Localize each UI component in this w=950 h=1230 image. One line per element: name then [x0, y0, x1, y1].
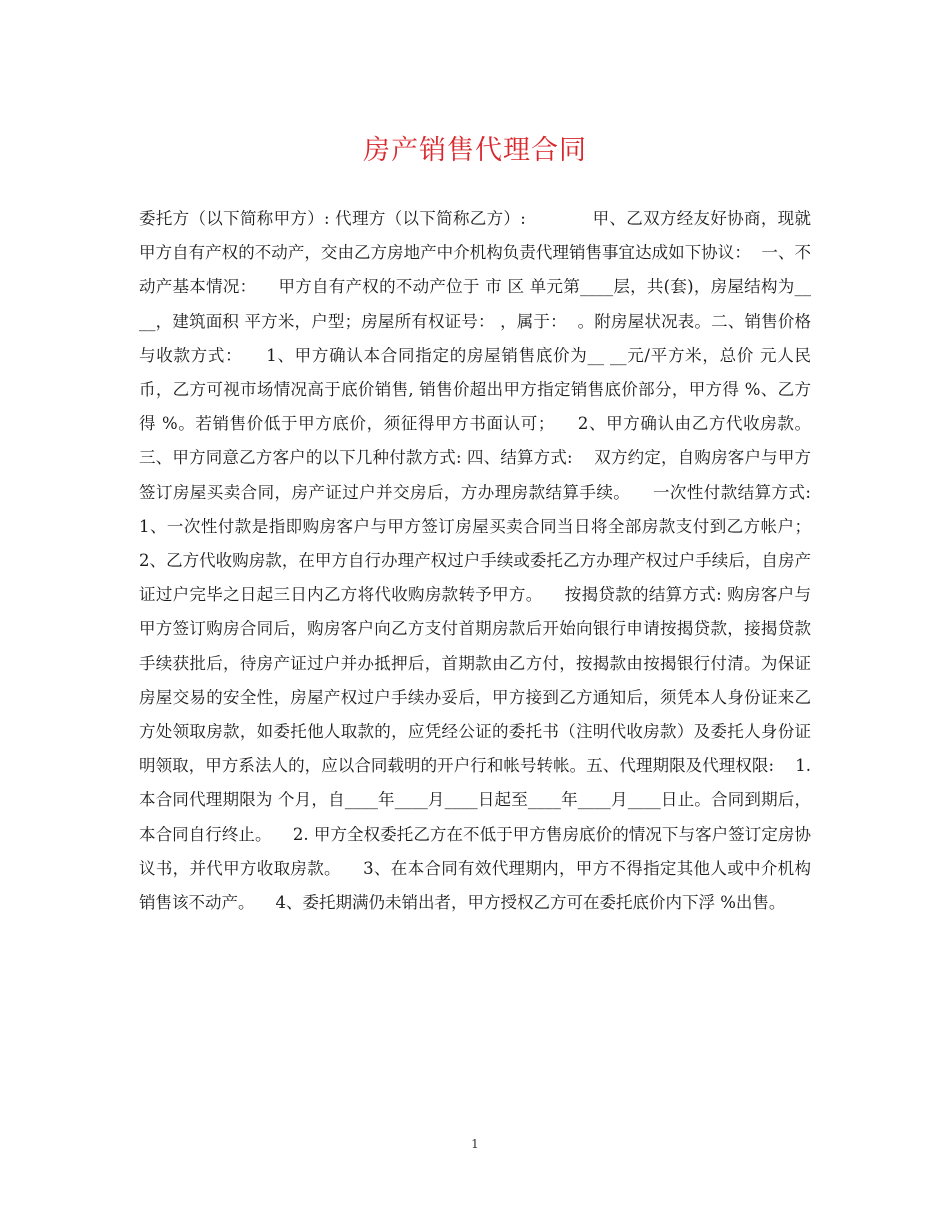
document-title: 房产销售代理合同	[363, 135, 587, 166]
contract-body: 委托方（以下简称甲方）: 代理方（以下简称乙方）: 甲、乙双方经友好协商，现就甲方自有产权的不动产，交由乙方房地产中介机构负责代理销售事宜达成如下协议： 一、不动产基本情况： 甲方自有产权的不动产位于 市 区 单元第____层，共(套)，房屋结构为__ __，建筑面积 平方米，户型；房屋所有权证号： ，属于： 。附房屋状况表。二、销售价格与收款方式： 1、甲方确认本合同指定的房屋销售底价为__ __元/平方米，总价 元人民币，乙方可视市场情况高于底价销售, 销售价超出甲方指定销售底价部分，甲方得 %、乙方得 %。若销售价低于甲方底价，须征得甲方书面认可； 2、甲方确认由乙方代收房款。三、甲方同意乙方客户的以下几种付款方式: 四、结算方式: 双方约定，自购房客户与甲方签订房屋买卖合同，房产证过户并交房后，方办理房款结算手续。 一次性付款结算方式: 1、一次性付款是指即购房客户与甲方签订房屋买卖合同当日将全部房款支付到乙方帐户； 2、乙方代收购房款，在甲方自行办理产权过户手续或委托乙方办理产权过户手续后，自房产证过户完毕之日起三日内乙方将代收购房款转予甲方。 按揭贷款的结算方式: 购房客户与甲方签订购房合同后，购房客户向乙方支付首期房款后开始向银行申请按揭贷款，接揭贷款手续获批后，待房产证过户并办抵押后，首期款由乙方付，按揭款由按揭银行付清。为保证房屋交易的安全性，房屋产权过户手续办妥后，甲方接到乙方通知后，须凭本人身份证来乙方处领取房款，如委托他人取款的，应凭经公证的委托书（注明代收房款）及委托人身份证明领取，甲方系法人的，应以合同载明的开户行和帐号转帐。五、代理期限及代理权限: 1.本合同代理期限为 个月，自____年____月____日起至____年____月____日止。合同到期后，本合同自行终止。 2. 甲方全权委托乙方在不低于甲方售房底价的情况下与客户签订定房协议书，并代甲方收取房款。 3、在本合同有效代理期内，甲方不得指定其他人或中介机构销售该不动产。 4、委托期满仍未销出者，甲方授权乙方可在委托底价内下浮 %出售。	[139, 209, 832, 913]
page-number: 1	[471, 1137, 479, 1151]
